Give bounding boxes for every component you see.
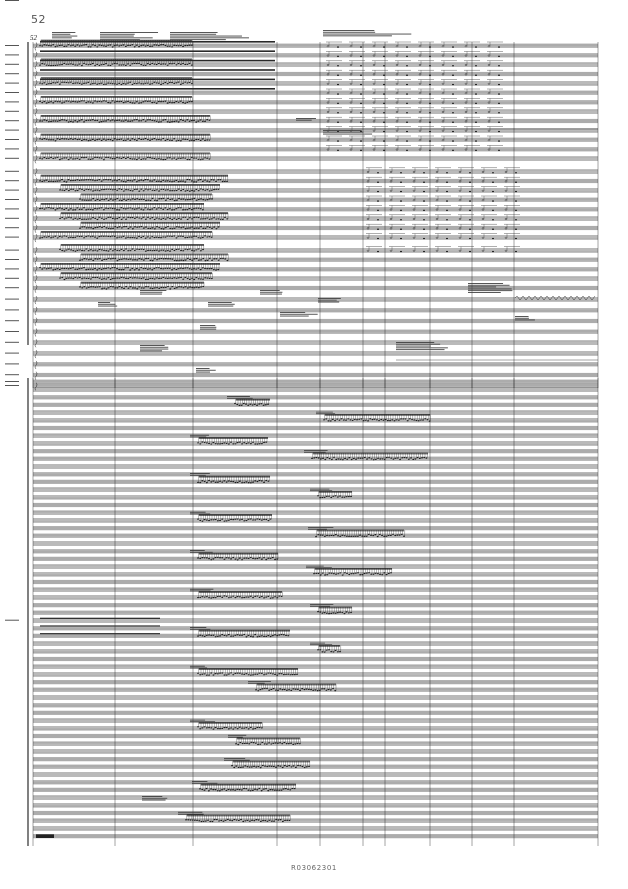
sustained-chord-bar [40,69,275,71]
staff-system1 [33,308,598,312]
text-annotation [308,527,333,530]
instrument-label [5,83,19,84]
sustained-chord-bar [40,79,275,81]
staff-system1 [33,384,598,388]
instrument-label [5,199,19,200]
staff-system2 [33,780,598,784]
staff-system2 [33,434,598,438]
instrument-label [5,45,19,46]
staff-system2 [33,765,598,769]
staff-system2 [33,811,598,815]
staff-system2 [33,395,598,399]
clef-icon [35,178,37,186]
instrument-label [5,331,19,332]
staff-system2 [33,727,598,731]
note-run [313,569,392,576]
staff-system2 [33,519,598,523]
clef-icon [35,146,37,154]
staff-system2 [33,657,598,661]
text-annotation [316,412,335,415]
staff-system2 [33,734,598,738]
note-run [185,815,290,822]
text-annotation [52,32,77,38]
staff-system2 [33,388,598,392]
page-number: 52 [31,13,46,26]
instrument-label [5,64,19,65]
staff-system2 [33,711,598,715]
staff-system2 [33,496,598,500]
instrument-label [5,320,19,321]
staff-system2 [33,588,598,592]
instrument-label [5,92,19,93]
sustained-chord-bar [40,60,275,62]
sustained-chord-bar [40,41,275,43]
text-annotation [200,325,216,330]
staff-system1 [33,277,598,281]
staff-system2 [33,503,598,507]
note-run [311,453,428,460]
clef-icon [35,52,37,60]
instrument-label [5,218,19,219]
staff-system2 [33,472,598,476]
clef-icon [35,285,37,293]
score-system-2 [5,0,598,846]
note-run [39,232,212,239]
clef-icon [35,275,37,283]
instrument-label [5,374,19,375]
staff-system2 [33,573,598,577]
staff-system2 [33,650,598,654]
instrument-label [5,259,19,260]
note-run [231,761,310,768]
clef-icon [35,71,37,79]
instrument-label [5,278,19,279]
clef-icon [35,127,37,135]
note-run [79,254,228,261]
note-run [197,553,278,560]
staff-system2 [33,665,598,669]
staff-system2 [33,403,598,407]
instrument-label [5,250,19,251]
staff-system2 [33,788,598,792]
staff-system1 [33,362,598,366]
staff-system2 [33,773,598,777]
instrument-label [5,309,19,310]
note-run [197,723,263,730]
staff-system2 [33,619,598,623]
staff-system2 [33,442,598,446]
note-run [235,738,301,745]
staff-system1 [33,91,598,95]
clef-icon [35,137,37,145]
staff-system2 [33,673,598,677]
instrument-label [5,171,19,172]
staff-system1 [33,330,598,334]
text-annotation [224,758,250,761]
staff-system1 [33,341,598,345]
clef-icon [35,80,37,88]
note-run [317,607,352,614]
staff-system2 [33,542,598,546]
note-run [197,669,298,676]
note-run [79,222,220,229]
text-annotation [178,812,204,815]
text-annotation [310,643,332,646]
clef-icon [35,257,37,265]
clef-icon [35,108,37,116]
instrument-label [5,208,19,209]
text-annotation [260,290,282,295]
staff-system2 [33,827,598,831]
text-annotation [280,312,318,317]
text-annotation [515,316,535,321]
note-run [59,185,220,192]
note-run [197,438,268,445]
instrument-label [5,381,19,382]
note-run [39,134,210,141]
text-annotation [190,589,213,592]
clef-icon [35,225,37,233]
tremolo-bar [40,633,160,634]
staff-system2 [33,819,598,823]
staff-system2 [33,796,598,800]
instrument-label [5,287,19,288]
text-annotation [248,681,271,684]
clef-icon [35,197,37,205]
staff-system2 [33,511,598,515]
staff-system2 [33,757,598,761]
text-annotation [192,781,217,784]
note-run [39,175,228,182]
staff-system1 [33,147,598,151]
staff-system2 [33,804,598,808]
staff-system1 [33,72,598,76]
staff-system2 [33,557,598,561]
staff-system1 [33,319,598,323]
text-annotation [304,450,328,453]
instrument-label [5,0,19,1]
note-run [59,213,228,220]
instrument-label [5,101,19,102]
text-annotation [323,30,411,36]
note-run [79,282,204,289]
text-annotation [98,302,117,307]
clef-icon [35,372,37,380]
staff-system2 [33,834,598,838]
instrument-label [5,237,19,238]
sustained-chord-bar [40,50,275,52]
text-annotation [140,345,168,351]
staff-system1 [33,352,598,356]
text-annotation [306,566,332,569]
note-run [323,415,430,422]
tremolo-bar [40,618,160,619]
clef-icon [35,61,37,69]
instrument-label [5,73,19,74]
staff-system2 [33,419,598,423]
text-annotation [228,735,246,738]
instrument-label [5,227,19,228]
text-annotation [208,302,235,307]
clef-icon [35,168,37,176]
clef-icon [35,247,37,255]
text-annotation [190,720,215,723]
clef-icon [35,350,37,358]
clef-icon [35,329,37,337]
staff-system2 [33,696,598,700]
instrument-label [5,363,19,364]
note-run [197,630,290,637]
note-run [197,476,270,483]
text-annotation [196,368,216,373]
note-run [59,273,213,280]
staff-system1 [33,110,598,114]
staff-system2 [33,634,598,638]
note-run [197,515,272,522]
clef-icon [35,215,37,223]
note-run [315,530,405,537]
text-annotation [227,396,253,399]
text-annotation [310,604,333,607]
instrument-label [5,342,19,343]
clef-icon [35,187,37,195]
staff-system2 [33,626,598,630]
staff-system1 [33,53,598,57]
instrument-label [5,299,19,300]
rehearsal-mark: 52 [30,34,37,42]
clef-icon [35,266,37,274]
staff-system2 [33,411,598,415]
tremolo-bar [40,625,160,626]
footer-code: R03062301 [291,864,337,872]
staff-system2 [33,426,598,430]
text-annotation [170,32,249,40]
clef-icon [35,206,37,214]
note-run [199,784,296,791]
staff-system1 [33,373,598,377]
text-annotation [396,342,448,350]
clef-icon [35,296,37,304]
instrument-label [5,385,19,386]
sustained-chord-bar [40,88,275,90]
instrument-label [5,120,19,121]
instrument-label [5,180,19,181]
clef-icon [35,90,37,98]
instrument-label [5,148,19,149]
clef-icon [35,339,37,347]
staff-system2 [33,380,598,384]
clef-icon [35,361,37,369]
note-run [255,684,336,691]
staff-system2 [33,465,598,469]
note-run [197,592,282,599]
clef-icon [35,318,37,326]
staff-system1 [33,298,598,302]
instrument-label [5,158,19,159]
chord-cluster [36,835,54,838]
clef-icon [35,43,37,51]
note-run [317,646,341,653]
instrument-label [5,353,19,354]
instrument-label [5,620,19,621]
clef-icon [35,234,37,242]
note-run [39,97,193,104]
note-run [59,245,204,252]
instrument-label [5,54,19,55]
text-annotation [140,290,166,295]
staff-system2 [33,596,598,600]
staff-system2 [33,742,598,746]
staff-system2 [33,549,598,553]
instrument-label [5,130,19,131]
clef-icon [35,307,37,315]
instrument-label [5,190,19,191]
staff-system2 [33,703,598,707]
instrument-label [5,268,19,269]
clef-icon [35,155,37,163]
text-annotation [100,32,158,40]
staff-system2 [33,611,598,615]
staff-system2 [33,580,598,584]
staff-system2 [33,680,598,684]
text-annotation [190,666,207,669]
text-annotation [190,550,213,553]
staff-system2 [33,750,598,754]
staff-system2 [33,480,598,484]
instrument-label [5,139,19,140]
note-run [39,203,204,210]
clef-icon [35,118,37,126]
text-annotation [310,489,332,492]
staff-system2 [33,719,598,723]
clef-icon [35,99,37,107]
staff-system1 [33,170,598,174]
instrument-label [5,111,19,112]
staff-system2 [33,457,598,461]
